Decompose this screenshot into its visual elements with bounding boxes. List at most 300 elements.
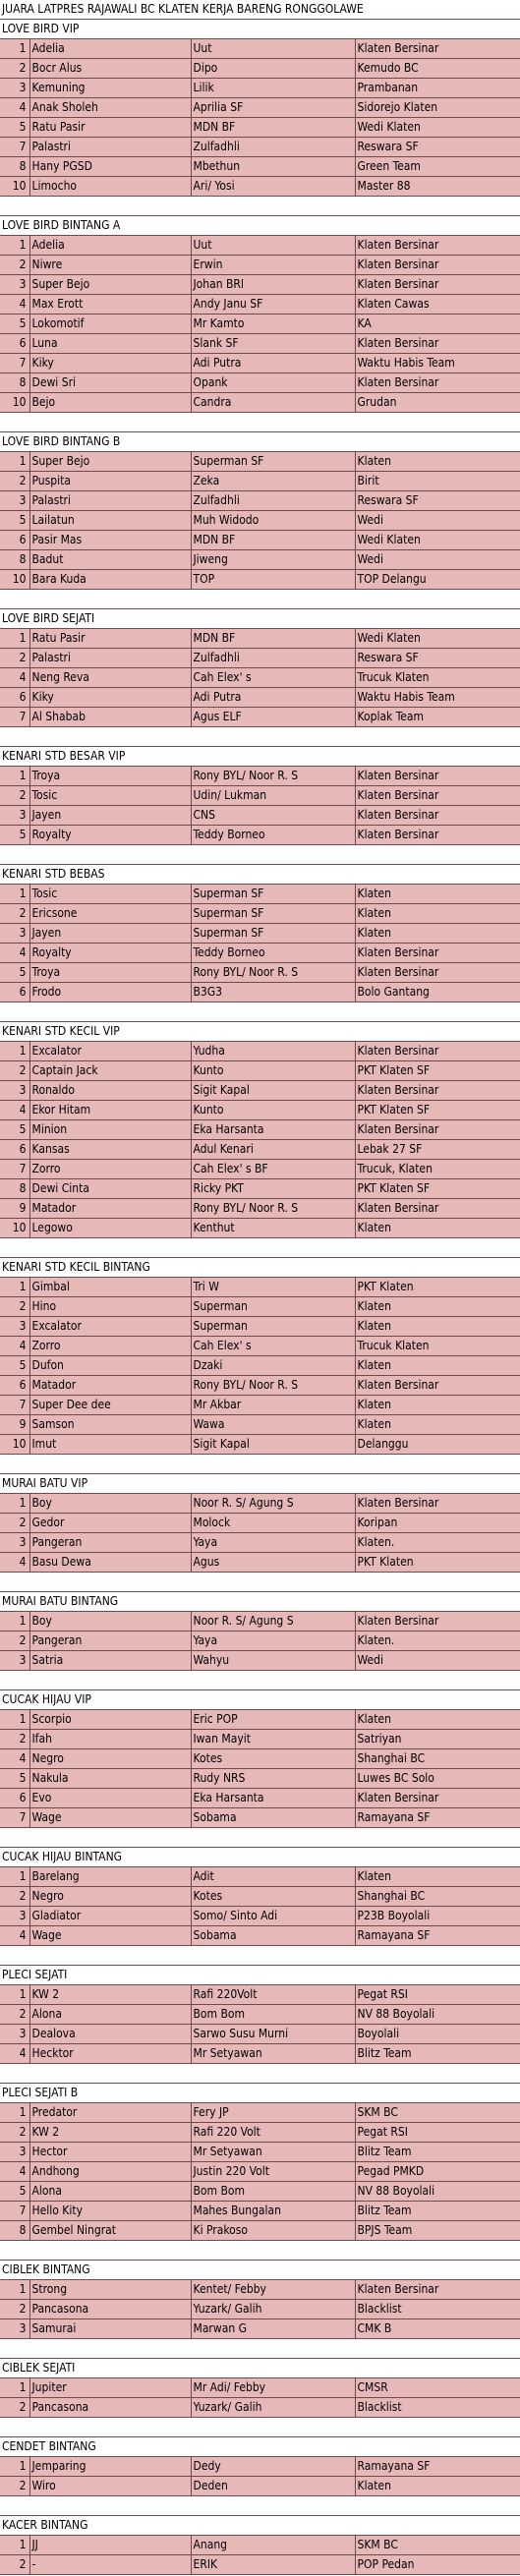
bird-name-cell: Frodo xyxy=(29,983,191,1002)
owner-cell: Aprilia SF xyxy=(191,98,355,118)
owner-cell: Yaya xyxy=(191,1631,355,1651)
bird-name-cell: Boy xyxy=(29,1612,191,1631)
section-header-row xyxy=(0,747,520,767)
team-cell: Klaten Bersinar xyxy=(355,1199,520,1219)
team-cell: CMSR xyxy=(355,2378,520,2398)
result-row xyxy=(0,2477,520,2496)
owner-cell: Kunto xyxy=(191,1101,355,1120)
result-row xyxy=(0,1376,520,1396)
owner-cell: Agus xyxy=(191,1553,355,1573)
spacer-cell xyxy=(0,413,520,432)
spacer-cell xyxy=(0,845,520,865)
bird-name-cell: Lokomotif xyxy=(29,315,191,334)
owner-cell: Mbethun xyxy=(191,157,355,177)
result-row xyxy=(0,334,520,354)
result-row xyxy=(0,1651,520,1671)
bird-name-cell: Negro xyxy=(29,1749,191,1769)
spacer-row xyxy=(0,2418,520,2437)
bird-name-cell: JJ xyxy=(29,2536,191,2555)
owner-cell: Kotes xyxy=(191,1749,355,1769)
owner-cell: Cah Elex' s BF xyxy=(191,1160,355,1179)
result-row xyxy=(0,59,520,79)
result-row xyxy=(0,2555,520,2575)
spacer-cell xyxy=(0,2418,520,2437)
bird-name-cell: Jayen xyxy=(29,924,191,944)
section-header-row xyxy=(0,2437,520,2457)
bird-name-cell: Legowo xyxy=(29,1219,191,1238)
bird-name-cell: Ifah xyxy=(29,1730,191,1749)
result-row xyxy=(0,1081,520,1101)
spacer-row xyxy=(0,1828,520,1848)
section-title: KENARI STD BEBAS xyxy=(0,865,520,885)
bird-name-cell: Adelia xyxy=(29,236,191,256)
section-header-row xyxy=(0,432,520,452)
section-title: MURAI BATU BINTANG xyxy=(0,1592,520,1612)
team-cell: Klaten xyxy=(355,1415,520,1435)
section-header-row xyxy=(0,1474,520,1494)
section-title: PLECI SEJATI B xyxy=(0,2084,520,2103)
rank-cell: 4 xyxy=(0,1337,29,1356)
bird-name-cell: - xyxy=(29,2555,191,2575)
result-row xyxy=(0,1101,520,1120)
rank-cell: 2 xyxy=(0,472,29,491)
bird-name-cell: Basu Dewa xyxy=(29,1553,191,1573)
rank-cell: 1 xyxy=(0,885,29,904)
team-cell: Reswara SF xyxy=(355,649,520,668)
bird-name-cell: Troya xyxy=(29,963,191,983)
team-cell: Wedi Klaten xyxy=(355,629,520,649)
bird-name-cell: Samurai xyxy=(29,2319,191,2339)
rank-cell: 7 xyxy=(0,1160,29,1179)
result-row xyxy=(0,2319,520,2339)
result-row xyxy=(0,1514,520,1533)
result-row xyxy=(0,1199,520,1219)
team-cell: Klaten Bersinar xyxy=(355,944,520,963)
spacer-row xyxy=(0,2339,520,2359)
bird-name-cell: Gimbal xyxy=(29,1278,191,1297)
team-cell: Klaten Bersinar xyxy=(355,786,520,806)
rank-cell: 2 xyxy=(0,2555,29,2575)
result-row xyxy=(0,354,520,373)
bird-name-cell: Scorpio xyxy=(29,1710,191,1730)
result-row xyxy=(0,904,520,924)
team-cell: Reswara SF xyxy=(355,138,520,157)
team-cell: Trucuk Klaten xyxy=(355,668,520,688)
bird-name-cell: Wage xyxy=(29,1926,191,1946)
rank-cell: 1 xyxy=(0,629,29,649)
team-cell: Klaten Bersinar xyxy=(355,256,520,275)
result-row xyxy=(0,491,520,511)
owner-cell: Rony BYL/ Noor R. S xyxy=(191,767,355,786)
team-cell: Kemudo BC xyxy=(355,59,520,79)
team-cell: POP Pedan xyxy=(355,2555,520,2575)
team-cell: Prambanan xyxy=(355,79,520,98)
rank-cell: 1 xyxy=(0,1985,29,2005)
owner-cell: Andy Janu SF xyxy=(191,295,355,315)
team-cell: Waktu Habis Team xyxy=(355,688,520,708)
result-row xyxy=(0,295,520,315)
bird-name-cell: Royalty xyxy=(29,826,191,845)
owner-cell: Mr Adi/ Febby xyxy=(191,2378,355,2398)
bird-name-cell: Palastri xyxy=(29,649,191,668)
result-row xyxy=(0,2300,520,2319)
owner-cell: Zulfadhli xyxy=(191,649,355,668)
rank-cell: 4 xyxy=(0,1749,29,1769)
rank-cell: 1 xyxy=(0,2103,29,2123)
owner-cell: Noor R. S/ Agung S xyxy=(191,1612,355,1631)
section-title: LOVE BIRD BINTANG A xyxy=(0,216,520,236)
owner-cell: ERIK xyxy=(191,2555,355,2575)
rank-cell: 2 xyxy=(0,2123,29,2143)
rank-cell: 3 xyxy=(0,806,29,826)
bird-name-cell: Bocr Alus xyxy=(29,59,191,79)
team-cell: PKT Klaten xyxy=(355,1278,520,1297)
team-cell: Klaten Bersinar xyxy=(355,767,520,786)
rank-cell: 7 xyxy=(0,708,29,727)
bird-name-cell: Pasir Mas xyxy=(29,531,191,550)
team-cell: Blitz Team xyxy=(355,2143,520,2162)
team-cell: CMK B xyxy=(355,2319,520,2339)
rank-cell: 5 xyxy=(0,118,29,138)
team-cell: Klaten Bersinar xyxy=(355,39,520,59)
owner-cell: Sarwo Susu Murni xyxy=(191,2025,355,2044)
section-header-row xyxy=(0,609,520,629)
team-cell: Bolo Gantang xyxy=(355,983,520,1002)
result-row xyxy=(0,983,520,1002)
owner-cell: Bom Bom xyxy=(191,2005,355,2025)
result-row xyxy=(0,2398,520,2418)
spacer-cell xyxy=(0,1828,520,1848)
rank-cell: 5 xyxy=(0,1769,29,1789)
bird-name-cell: Super Bejo xyxy=(29,275,191,295)
bird-name-cell: Zorro xyxy=(29,1160,191,1179)
section-title: PLECI SEJATI xyxy=(0,1966,520,1985)
rank-cell: 3 xyxy=(0,2143,29,2162)
spacer-row xyxy=(0,1455,520,1474)
rank-cell: 2 xyxy=(0,649,29,668)
rank-cell: 7 xyxy=(0,1808,29,1828)
owner-cell: Iwan Mayit xyxy=(191,1730,355,1749)
team-cell: SKM BC xyxy=(355,2103,520,2123)
rank-cell: 3 xyxy=(0,1533,29,1553)
owner-cell: Cah Elex' s xyxy=(191,668,355,688)
team-cell: Klaten xyxy=(355,885,520,904)
section-title: CIBLEK BINTANG xyxy=(0,2261,520,2280)
bird-name-cell: Matador xyxy=(29,1199,191,1219)
bird-name-cell: Nakula xyxy=(29,1769,191,1789)
owner-cell: Yuzark/ Galih xyxy=(191,2398,355,2418)
team-cell: Klaten xyxy=(355,2477,520,2496)
bird-name-cell: Super Dee dee xyxy=(29,1396,191,1415)
result-row xyxy=(0,1710,520,1730)
rank-cell: 4 xyxy=(0,668,29,688)
owner-cell: Sobama xyxy=(191,1926,355,1946)
owner-cell: Fery JP xyxy=(191,2103,355,2123)
team-cell: Delanggu xyxy=(355,1435,520,1455)
team-cell: Green Team xyxy=(355,157,520,177)
owner-cell: Mahes Bungalan xyxy=(191,2202,355,2221)
spacer-row xyxy=(0,845,520,865)
rank-cell: 7 xyxy=(0,354,29,373)
rank-cell: 1 xyxy=(0,1494,29,1514)
bird-name-cell: Kansas xyxy=(29,1140,191,1160)
owner-cell: Lilik xyxy=(191,79,355,98)
bird-name-cell: Gedor xyxy=(29,1514,191,1533)
owner-cell: Eka Harsanta xyxy=(191,1120,355,1140)
spacer-cell xyxy=(0,727,520,747)
section-header-row xyxy=(0,20,520,39)
result-row xyxy=(0,1219,520,1238)
team-cell: Koripan xyxy=(355,1514,520,1533)
team-cell: Grudan xyxy=(355,393,520,413)
team-cell: Klaten xyxy=(355,452,520,472)
team-cell: Ramayana SF xyxy=(355,1808,520,1828)
rank-cell: 5 xyxy=(0,1356,29,1376)
bird-name-cell: Hany PGSD xyxy=(29,157,191,177)
result-row xyxy=(0,1808,520,1828)
bird-name-cell: Al Shabab xyxy=(29,708,191,727)
team-cell: Klaten Bersinar xyxy=(355,806,520,826)
spacer-row xyxy=(0,1002,520,1022)
bird-name-cell: Zorro xyxy=(29,1337,191,1356)
team-cell: Klaten xyxy=(355,1867,520,1887)
rank-cell: 5 xyxy=(0,2182,29,2202)
section-title: KENARI STD KECIL VIP xyxy=(0,1022,520,1042)
owner-cell: Ricky PKT xyxy=(191,1179,355,1199)
owner-cell: Marwan G xyxy=(191,2319,355,2339)
owner-cell: MDN BF xyxy=(191,629,355,649)
bird-name-cell: KW 2 xyxy=(29,1985,191,2005)
bird-name-cell: Ekor Hitam xyxy=(29,1101,191,1120)
team-cell: Blitz Team xyxy=(355,2202,520,2221)
rank-cell: 4 xyxy=(0,98,29,118)
owner-cell: Rudy NRS xyxy=(191,1769,355,1789)
spacer-cell xyxy=(0,590,520,609)
bird-name-cell: Strong xyxy=(29,2280,191,2300)
bird-name-cell: Badut xyxy=(29,550,191,570)
team-cell: Klaten Bersinar xyxy=(355,1081,520,1101)
result-row xyxy=(0,1396,520,1415)
rank-cell: 6 xyxy=(0,688,29,708)
section-header-row xyxy=(0,1022,520,1042)
bird-name-cell: Hector xyxy=(29,2143,191,2162)
bird-name-cell: Jayen xyxy=(29,806,191,826)
owner-cell: Anang xyxy=(191,2536,355,2555)
result-row xyxy=(0,1120,520,1140)
owner-cell: Kotes xyxy=(191,1887,355,1907)
title-row xyxy=(0,0,520,20)
rank-cell: 2 xyxy=(0,1631,29,1651)
owner-cell: Adit xyxy=(191,1867,355,1887)
result-row xyxy=(0,786,520,806)
rank-cell: 3 xyxy=(0,1081,29,1101)
bird-name-cell: Palastri xyxy=(29,491,191,511)
team-cell: Klaten. xyxy=(355,1533,520,1553)
owner-cell: Dipo xyxy=(191,59,355,79)
spacer-cell xyxy=(0,2496,520,2516)
bird-name-cell: Ratu Pasir xyxy=(29,118,191,138)
spacer-cell xyxy=(0,2241,520,2261)
spacer-cell xyxy=(0,2339,520,2359)
team-cell: Pegat RSI xyxy=(355,2123,520,2143)
section-title: CENDET BINTANG xyxy=(0,2437,520,2457)
rank-cell: 4 xyxy=(0,2044,29,2064)
spacer-row xyxy=(0,1238,520,1258)
owner-cell: Teddy Borneo xyxy=(191,826,355,845)
team-cell: Wedi xyxy=(355,511,520,531)
bird-name-cell: Minion xyxy=(29,1120,191,1140)
result-row xyxy=(0,2221,520,2241)
owner-cell: Adul Kenari xyxy=(191,1140,355,1160)
team-cell: Luwes BC Solo xyxy=(355,1769,520,1789)
bird-name-cell: Satria xyxy=(29,1651,191,1671)
owner-cell: Adi Putra xyxy=(191,688,355,708)
owner-cell: Yaya xyxy=(191,1533,355,1553)
rank-cell: 4 xyxy=(0,2162,29,2182)
owner-cell: Noor R. S/ Agung S xyxy=(191,1494,355,1514)
bird-name-cell: Adelia xyxy=(29,39,191,59)
section-title: CIBLEK SEJATI xyxy=(0,2359,520,2378)
result-row xyxy=(0,452,520,472)
rank-cell: 1 xyxy=(0,2280,29,2300)
owner-cell: Superman SF xyxy=(191,924,355,944)
result-row xyxy=(0,1926,520,1946)
result-row xyxy=(0,1867,520,1887)
spacer-cell xyxy=(0,2064,520,2084)
result-row xyxy=(0,315,520,334)
result-row xyxy=(0,1042,520,1061)
team-cell: Klaten xyxy=(355,1356,520,1376)
result-row xyxy=(0,2280,520,2300)
team-cell: Blacklist xyxy=(355,2398,520,2418)
rank-cell: 2 xyxy=(0,2005,29,2025)
owner-cell: Ki Prakoso xyxy=(191,2221,355,2241)
team-cell: Klaten. xyxy=(355,1631,520,1651)
result-row xyxy=(0,1278,520,1297)
section-header-row xyxy=(0,2359,520,2378)
rank-cell: 1 xyxy=(0,1042,29,1061)
owner-cell: Uut xyxy=(191,236,355,256)
team-cell: Shanghai BC xyxy=(355,1887,520,1907)
spacer-row xyxy=(0,197,520,216)
bird-name-cell: Ronaldo xyxy=(29,1081,191,1101)
rank-cell: 5 xyxy=(0,963,29,983)
rank-cell: 10 xyxy=(0,1435,29,1455)
team-cell: Klaten Bersinar xyxy=(355,373,520,393)
bird-name-cell: Ericsone xyxy=(29,904,191,924)
rank-cell: 8 xyxy=(0,1179,29,1199)
spacer-cell xyxy=(0,1238,520,1258)
bird-name-cell: Neng Reva xyxy=(29,668,191,688)
spacer-cell xyxy=(0,1573,520,1592)
bird-name-cell: Pangeran xyxy=(29,1631,191,1651)
result-row xyxy=(0,1356,520,1376)
rank-cell: 1 xyxy=(0,2536,29,2555)
owner-cell: Agus ELF xyxy=(191,708,355,727)
bird-name-cell: Troya xyxy=(29,767,191,786)
owner-cell: Somo/ Sinto Adi xyxy=(191,1907,355,1926)
rank-cell: 2 xyxy=(0,904,29,924)
bird-name-cell: Pangeran xyxy=(29,1533,191,1553)
owner-cell: Dzaki xyxy=(191,1356,355,1376)
result-row xyxy=(0,1749,520,1769)
result-row xyxy=(0,1415,520,1435)
result-row xyxy=(0,885,520,904)
owner-cell: Opank xyxy=(191,373,355,393)
result-row xyxy=(0,1297,520,1317)
result-row xyxy=(0,2457,520,2477)
result-row xyxy=(0,649,520,668)
result-row xyxy=(0,2005,520,2025)
team-cell: Klaten Bersinar xyxy=(355,334,520,354)
owner-cell: Superman SF xyxy=(191,452,355,472)
rank-cell: 10 xyxy=(0,1219,29,1238)
spacer-row xyxy=(0,2241,520,2261)
owner-cell: MDN BF xyxy=(191,118,355,138)
team-cell: NV 88 Boyolali xyxy=(355,2182,520,2202)
team-cell: Klaten xyxy=(355,924,520,944)
bird-name-cell: Niwre xyxy=(29,256,191,275)
spacer-row xyxy=(0,2064,520,2084)
team-cell: Sidorejo Klaten xyxy=(355,98,520,118)
rank-cell: 6 xyxy=(0,983,29,1002)
rank-cell: 1 xyxy=(0,452,29,472)
bird-name-cell: Luna xyxy=(29,334,191,354)
bird-name-cell: Super Bejo xyxy=(29,452,191,472)
owner-cell: Muh Widodo xyxy=(191,511,355,531)
owner-cell: Sobama xyxy=(191,1808,355,1828)
rank-cell: 8 xyxy=(0,157,29,177)
result-row xyxy=(0,2044,520,2064)
bird-name-cell: Ratu Pasir xyxy=(29,629,191,649)
owner-cell: Mr Akbar xyxy=(191,1396,355,1415)
result-row xyxy=(0,944,520,963)
owner-cell: Jiweng xyxy=(191,550,355,570)
rank-cell: 5 xyxy=(0,511,29,531)
section-header-row xyxy=(0,1848,520,1867)
team-cell: Reswara SF xyxy=(355,491,520,511)
rank-cell: 3 xyxy=(0,2025,29,2044)
bird-name-cell: Palastri xyxy=(29,138,191,157)
team-cell: Klaten Bersinar xyxy=(355,1612,520,1631)
bird-name-cell: Excalator xyxy=(29,1042,191,1061)
bird-name-cell: Gembel Ningrat xyxy=(29,2221,191,2241)
rank-cell: 2 xyxy=(0,1730,29,1749)
section-title: CUCAK HIJAU BINTANG xyxy=(0,1848,520,1867)
team-cell: Klaten Bersinar xyxy=(355,1120,520,1140)
team-cell: PKT Klaten SF xyxy=(355,1101,520,1120)
team-cell: Klaten Cawas xyxy=(355,295,520,315)
rank-cell: 7 xyxy=(0,138,29,157)
rank-cell: 3 xyxy=(0,491,29,511)
owner-cell: Tri W xyxy=(191,1278,355,1297)
team-cell: Klaten Bersinar xyxy=(355,1376,520,1396)
owner-cell: Erwin xyxy=(191,256,355,275)
team-cell: Klaten xyxy=(355,1710,520,1730)
owner-cell: Molock xyxy=(191,1514,355,1533)
owner-cell: Candra xyxy=(191,393,355,413)
owner-cell: Kunto xyxy=(191,1061,355,1081)
rank-cell: 1 xyxy=(0,2378,29,2398)
bird-name-cell: Max Erott xyxy=(29,295,191,315)
bird-name-cell: Limocho xyxy=(29,177,191,197)
rank-cell: 7 xyxy=(0,1396,29,1415)
section-title: LOVE BIRD BINTANG B xyxy=(0,432,520,452)
bird-name-cell: Wage xyxy=(29,1808,191,1828)
owner-cell: CNS xyxy=(191,806,355,826)
result-row xyxy=(0,39,520,59)
rank-cell: 4 xyxy=(0,1926,29,1946)
